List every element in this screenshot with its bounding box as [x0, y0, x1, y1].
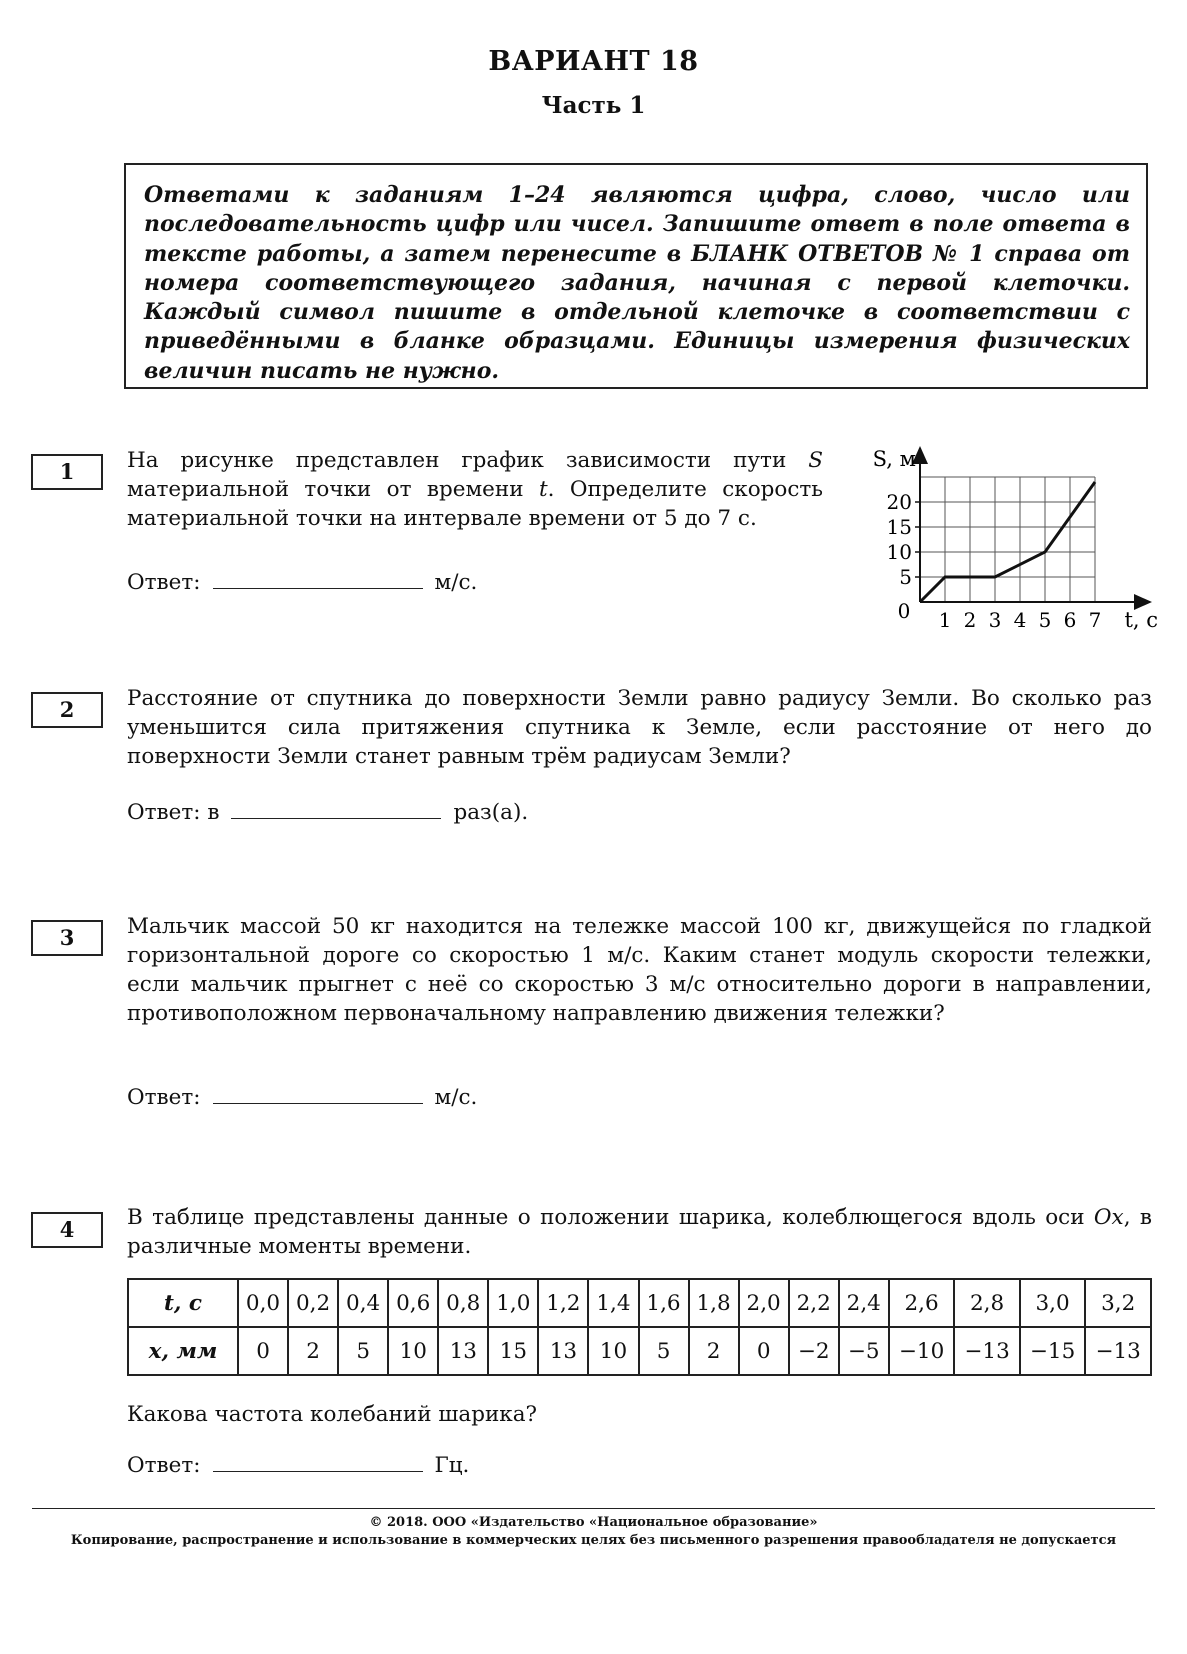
series-line — [920, 482, 1095, 602]
table-cell-x: 0 — [739, 1327, 789, 1375]
table-cell-x: 2 — [689, 1327, 739, 1375]
table-cell-x: 0 — [238, 1327, 288, 1375]
answer-unit: раз(а). — [453, 800, 529, 825]
table-cell-t: 1,0 — [488, 1279, 538, 1327]
question-4-answer — [127, 1453, 469, 1478]
question-number-2: 2 — [31, 692, 103, 728]
footer-divider — [32, 1508, 1155, 1509]
x-tick-label: 6 — [1063, 608, 1077, 632]
table-header-t: t, с — [128, 1279, 238, 1327]
table-cell-t: 0,2 — [288, 1279, 338, 1327]
y-tick-label: 15 — [886, 515, 912, 539]
table-row — [128, 1279, 1151, 1327]
table-cell-x: −5 — [839, 1327, 889, 1375]
x-tick-label: 3 — [988, 608, 1002, 632]
y-axis-label: S, м — [872, 447, 916, 471]
table-cell-t: 1,2 — [538, 1279, 588, 1327]
answer-field[interactable] — [213, 1470, 423, 1472]
table-cell-t: 0,6 — [388, 1279, 438, 1327]
table-cell-t: 2,4 — [839, 1279, 889, 1327]
table-row — [128, 1327, 1151, 1375]
table-cell-t: 2,8 — [954, 1279, 1020, 1327]
table-cell-t: 3,2 — [1085, 1279, 1151, 1327]
question-1-text: На рисунке представлен график зависимости пути S материальной точки от времени t. Определите скорость материальной точки на интервале времени от 5 до 7 с. — [127, 448, 823, 531]
table-cell-x: 13 — [438, 1327, 488, 1375]
x-tick-label: 7 — [1088, 608, 1102, 632]
question-4-question: Какова частота колебаний шарика? — [127, 1402, 538, 1427]
question-3-text: Мальчик массой 50 кг находится на тележке массой 100 кг, движущейся по гладкой горизонтальной дороге со скоростью 1 м/с. Каким станет модуль скорости тележки, если мальчик прыгнет с неё со скоростью 3 м/с относительно дороги в направлении, противоположном первоначальному направлению движения тележки? — [127, 914, 1152, 1026]
answer-unit: м/с. — [434, 570, 478, 595]
footer-notice: Копирование, распространение и использование в коммерческих целях без письменного разрешения правообладателя не допускается — [70, 1533, 1117, 1548]
variant-title: ВАРИАНТ 18 — [488, 46, 699, 77]
table-cell-t: 3,0 — [1020, 1279, 1086, 1327]
y-tick-label: 20 — [886, 490, 912, 514]
x-axis-label: t, с — [1124, 608, 1158, 632]
graph-grid — [920, 477, 1095, 602]
x-tick-label: 4 — [1013, 608, 1027, 632]
question-2-answer — [127, 800, 528, 825]
x-tick-label: 1 — [938, 608, 952, 632]
table-cell-t: 1,8 — [689, 1279, 739, 1327]
table-cell-x: 5 — [338, 1327, 388, 1375]
table-cell-x: −2 — [789, 1327, 839, 1375]
table-cell-x: 15 — [488, 1327, 538, 1375]
answer-label: Ответ: — [127, 1085, 201, 1110]
table-cell-x: −15 — [1020, 1327, 1086, 1375]
y-tick-label: 5 — [899, 565, 912, 589]
path-time-graph — [860, 446, 1160, 636]
table-header-x: x, мм — [128, 1327, 238, 1375]
table-cell-x: 2 — [288, 1327, 338, 1375]
table-cell-t: 2,0 — [739, 1279, 789, 1327]
question-number-1: 1 — [31, 454, 103, 490]
question-4-text: В таблице представлены данные о положении шарика, колеблющегося вдоль оси Ox, в различные моменты времени. — [127, 1205, 1153, 1259]
question-3-answer — [127, 1085, 477, 1110]
table-cell-t: 0,8 — [438, 1279, 488, 1327]
answer-label: Ответ: — [127, 570, 201, 595]
answer-unit: Гц. — [434, 1453, 470, 1478]
origin-label: 0 — [897, 599, 911, 623]
question-number-4: 4 — [31, 1212, 103, 1248]
table-cell-t: 1,6 — [639, 1279, 689, 1327]
table-cell-x: 10 — [588, 1327, 638, 1375]
table-cell-t: 2,6 — [889, 1279, 955, 1327]
x-tick-label: 2 — [963, 608, 977, 632]
answer-label: Ответ: — [127, 1453, 201, 1478]
x-tick-label: 5 — [1038, 608, 1052, 632]
oscillation-table — [127, 1278, 1152, 1376]
table-cell-x: −13 — [954, 1327, 1020, 1375]
part-title: Часть 1 — [541, 92, 646, 119]
table-cell-x: −13 — [1085, 1327, 1151, 1375]
table-cell-x: 13 — [538, 1327, 588, 1375]
answer-unit: м/с. — [434, 1085, 478, 1110]
y-tick-label: 10 — [886, 540, 912, 564]
answer-label: Ответ: — [127, 800, 201, 825]
answer-prefix: в — [207, 800, 220, 825]
question-1-answer — [127, 570, 477, 595]
instructions-box — [124, 163, 1148, 389]
table-cell-t: 0,4 — [338, 1279, 388, 1327]
table-cell-t: 0,0 — [238, 1279, 288, 1327]
table-cell-x: 10 — [388, 1327, 438, 1375]
answer-field[interactable] — [213, 1102, 423, 1104]
answer-field[interactable] — [231, 817, 441, 819]
question-number-3: 3 — [31, 920, 103, 956]
answer-field[interactable] — [213, 587, 423, 589]
table-cell-t: 1,4 — [588, 1279, 638, 1327]
table-cell-x: −10 — [889, 1327, 955, 1375]
footer-copyright: © 2018. ООО «Издательство «Национальное образование» — [369, 1515, 818, 1530]
table-cell-x: 5 — [639, 1327, 689, 1375]
question-2-text: Расстояние от спутника до поверхности Земли равно радиусу Земли. Во сколько раз уменьшится сила притяжения спутника к Земле, если расстояние от него до поверхности Земли станет равным трём радиусам Земли? — [127, 686, 1152, 769]
table-cell-t: 2,2 — [789, 1279, 839, 1327]
instructions-text: Ответами к заданиям 1–24 являются цифра, слово, число или последовательность цифр или чисел. Запишите ответ в поле ответа в тексте работы, а затем перенесите в БЛАНК ОТВЕТОВ № 1 справа от номера соответствующего задания, начиная с первой клеточки. Каждый символ пишите в отдельной клеточке в соответствии с приведёнными в бланке образцами. Единицы измерения физических величин писать не нужно. — [144, 182, 1130, 384]
